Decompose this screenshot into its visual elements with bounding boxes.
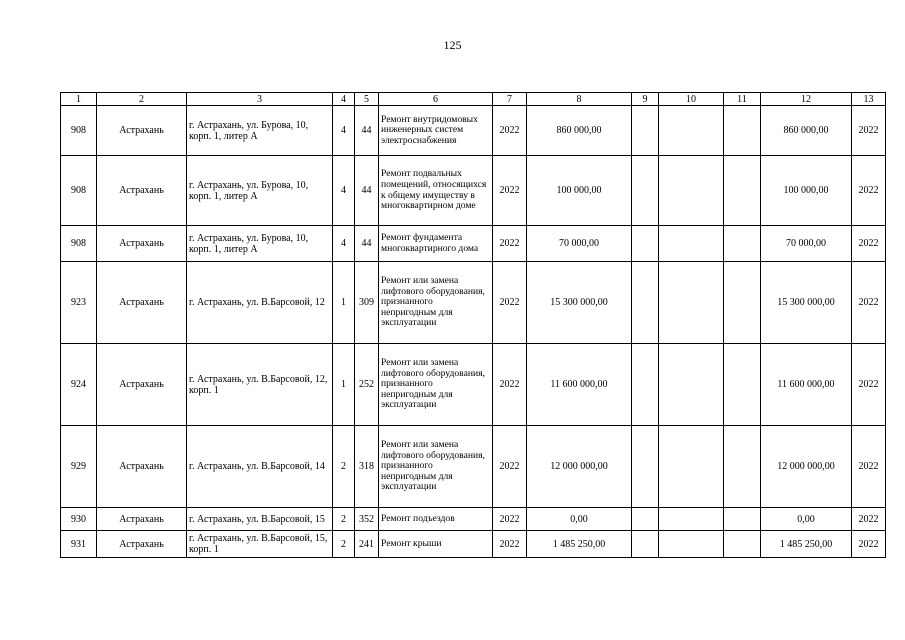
cell-apartments: 309: [355, 262, 379, 344]
cell-completion-year: 2022: [852, 262, 886, 344]
cell-address: г. Астрахань, ул. Бурова, 10, корп. 1, литер А: [187, 226, 333, 262]
cell-year: 2022: [493, 508, 527, 531]
cell-municipality: Астрахань: [97, 508, 187, 531]
table-row: [61, 106, 886, 156]
cell-col9: [632, 426, 659, 508]
cell-col9: [632, 226, 659, 262]
cell-col10: [659, 531, 724, 558]
cell-col11: [724, 262, 761, 344]
cell-address: г. Астрахань, ул. В.Барсовой, 12: [187, 262, 333, 344]
table-row: [61, 156, 886, 226]
table-row: [61, 531, 886, 558]
cell-work-type: Ремонт подвальных помещений, относящихся к общему имуществу в многоквартирном доме: [379, 156, 493, 226]
cell-floors: 4: [333, 106, 355, 156]
column-number-header: 3: [187, 93, 333, 106]
registry-body: [61, 93, 886, 558]
column-number-row: [61, 93, 886, 106]
column-number-header: 7: [493, 93, 527, 106]
cell-total-cost: 11 600 000,00: [761, 344, 852, 426]
cell-col9: [632, 344, 659, 426]
cell-completion-year: 2022: [852, 226, 886, 262]
cell-cost: 12 000 000,00: [527, 426, 632, 508]
cell-record-number: 930: [61, 508, 97, 531]
cell-col9: [632, 106, 659, 156]
cell-col11: [724, 156, 761, 226]
cell-completion-year: 2022: [852, 344, 886, 426]
cell-apartments: 44: [355, 156, 379, 226]
cell-col11: [724, 106, 761, 156]
page-number: 125: [443, 38, 462, 52]
cell-col11: [724, 531, 761, 558]
column-number-header: 6: [379, 93, 493, 106]
cell-work-type: Ремонт или замена лифтового оборудования, признанного непригодным для эксплуатации: [379, 262, 493, 344]
cell-record-number: 929: [61, 426, 97, 508]
cell-address: г. Астрахань, ул. Бурова, 10, корп. 1, литер А: [187, 106, 333, 156]
cell-address: г. Астрахань, ул. В.Барсовой, 14: [187, 426, 333, 508]
table-row: [61, 426, 886, 508]
cell-completion-year: 2022: [852, 531, 886, 558]
cell-cost: 860 000,00: [527, 106, 632, 156]
cell-record-number: 908: [61, 156, 97, 226]
cell-cost: 11 600 000,00: [527, 344, 632, 426]
cell-record-number: 908: [61, 106, 97, 156]
cell-address: г. Астрахань, ул. В.Барсовой, 15: [187, 508, 333, 531]
cell-cost: 70 000,00: [527, 226, 632, 262]
cell-total-cost: 70 000,00: [761, 226, 852, 262]
registry-table: [60, 92, 886, 558]
cell-floors: 1: [333, 262, 355, 344]
cell-total-cost: 0,00: [761, 508, 852, 531]
cell-year: 2022: [493, 426, 527, 508]
cell-record-number: 923: [61, 262, 97, 344]
cell-cost: 15 300 000,00: [527, 262, 632, 344]
cell-apartments: 352: [355, 508, 379, 531]
cell-col9: [632, 531, 659, 558]
cell-col11: [724, 508, 761, 531]
cell-col11: [724, 426, 761, 508]
cell-year: 2022: [493, 262, 527, 344]
cell-year: 2022: [493, 226, 527, 262]
cell-cost: 0,00: [527, 508, 632, 531]
cell-record-number: 924: [61, 344, 97, 426]
column-number-header: 2: [97, 93, 187, 106]
column-number-header: 8: [527, 93, 632, 106]
table-row: [61, 262, 886, 344]
column-number-header: 11: [724, 93, 761, 106]
cell-work-type: Ремонт внутридомовых инженерных систем электроснабжения: [379, 106, 493, 156]
cell-apartments: 241: [355, 531, 379, 558]
column-number-header: 4: [333, 93, 355, 106]
cell-year: 2022: [493, 106, 527, 156]
cell-municipality: Астрахань: [97, 226, 187, 262]
cell-year: 2022: [493, 531, 527, 558]
cell-col9: [632, 156, 659, 226]
cell-work-type: Ремонт или замена лифтового оборудования, признанного непригодным для эксплуатации: [379, 426, 493, 508]
column-number-header: 12: [761, 93, 852, 106]
cell-floors: 4: [333, 156, 355, 226]
cell-apartments: 318: [355, 426, 379, 508]
cell-work-type: Ремонт фундамента многоквартирного дома: [379, 226, 493, 262]
cell-col10: [659, 226, 724, 262]
cell-work-type: Ремонт или замена лифтового оборудования, признанного непригодным для эксплуатации: [379, 344, 493, 426]
table-row: [61, 344, 886, 426]
cell-record-number: 908: [61, 226, 97, 262]
cell-cost: 100 000,00: [527, 156, 632, 226]
column-number-header: 9: [632, 93, 659, 106]
cell-address: г. Астрахань, ул. Бурова, 10, корп. 1, литер А: [187, 156, 333, 226]
cell-completion-year: 2022: [852, 508, 886, 531]
column-number-header: 10: [659, 93, 724, 106]
cell-total-cost: 1 485 250,00: [761, 531, 852, 558]
cell-completion-year: 2022: [852, 426, 886, 508]
cell-total-cost: 100 000,00: [761, 156, 852, 226]
cell-record-number: 931: [61, 531, 97, 558]
cell-col10: [659, 426, 724, 508]
cell-work-type: Ремонт крыши: [379, 531, 493, 558]
cell-completion-year: 2022: [852, 106, 886, 156]
cell-address: г. Астрахань, ул. В.Барсовой, 12, корп. 1: [187, 344, 333, 426]
cell-municipality: Астрахань: [97, 531, 187, 558]
cell-col10: [659, 262, 724, 344]
cell-municipality: Астрахань: [97, 344, 187, 426]
table-row: [61, 226, 886, 262]
cell-municipality: Астрахань: [97, 106, 187, 156]
cell-floors: 4: [333, 226, 355, 262]
cell-col10: [659, 106, 724, 156]
cell-floors: 1: [333, 344, 355, 426]
cell-year: 2022: [493, 344, 527, 426]
cell-total-cost: 15 300 000,00: [761, 262, 852, 344]
cell-year: 2022: [493, 156, 527, 226]
cell-completion-year: 2022: [852, 156, 886, 226]
cell-municipality: Астрахань: [97, 156, 187, 226]
cell-municipality: Астрахань: [97, 262, 187, 344]
cell-col10: [659, 344, 724, 426]
cell-work-type: Ремонт подъездов: [379, 508, 493, 531]
cell-total-cost: 12 000 000,00: [761, 426, 852, 508]
cell-col11: [724, 344, 761, 426]
cell-col10: [659, 156, 724, 226]
cell-floors: 2: [333, 531, 355, 558]
cell-col11: [724, 226, 761, 262]
cell-address: г. Астрахань, ул. В.Барсовой, 15, корп. 1: [187, 531, 333, 558]
cell-col10: [659, 508, 724, 531]
cell-apartments: 44: [355, 226, 379, 262]
cell-col9: [632, 262, 659, 344]
column-number-header: 5: [355, 93, 379, 106]
cell-cost: 1 485 250,00: [527, 531, 632, 558]
column-number-header: 1: [61, 93, 97, 106]
cell-total-cost: 860 000,00: [761, 106, 852, 156]
cell-floors: 2: [333, 508, 355, 531]
table-row: [61, 508, 886, 531]
cell-municipality: Астрахань: [97, 426, 187, 508]
cell-apartments: 44: [355, 106, 379, 156]
column-number-header: 13: [852, 93, 886, 106]
cell-floors: 2: [333, 426, 355, 508]
cell-apartments: 252: [355, 344, 379, 426]
cell-col9: [632, 508, 659, 531]
